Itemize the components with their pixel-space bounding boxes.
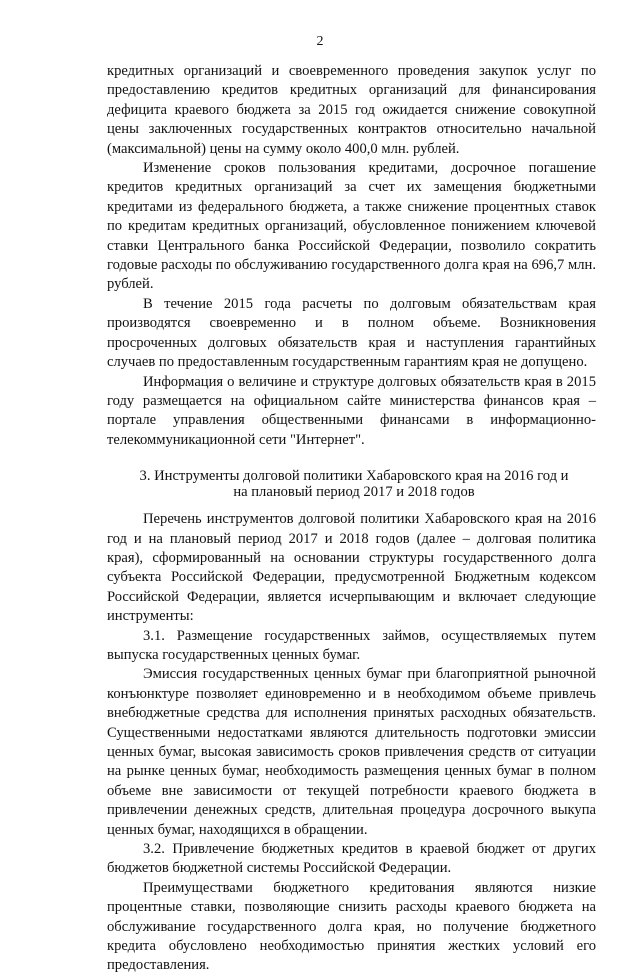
page-number: 2 — [316, 34, 324, 49]
paragraph-instruments-list: Перечень инструментов долговой политики Хабаровского края на 2016 год и на плановый период 2017 и 2018 годов (далее – долговая политика края), сформированный на основании структуры государственного долга субъекта Российской Федерации, предусмотренной Бюджетным кодексом Российской Федерации, является исчерпывающим и включает следующие инструменты: — [107, 511, 596, 625]
paragraph-securities-emission: Эмиссия государственных ценных бумаг при благоприятной рыночной конъюнктуре позволяет единовременно и в необходимом объеме привлечь внебюджетные средства для исполнения принятых расходных обязательств. Существенными недостатками являются длительность подготовки эмиссии ценных бумаг, высокая зависимость сроков привлечения средств от ситуации на рынке ценных бумаг, необходимость размещения ценных бумаг в полном объеме вне зависимости от текущей потребности краевого бюджета в привлечении денежных средств, длительная процедура досрочного выкупа ценных бумаг, находящихся в обращении. — [107, 666, 596, 838]
paragraph-credit-terms: Изменение сроков пользования кредитами, досрочное погашение кредитов кредитных организаций за счет их замещения бюджетными кредитами из федерального бюджета, а также снижение процентных ставок по кредитам кредитных организаций, обусловленное понижением ключевой ставки Центрального банка Российской Федерации, позволило сократить годовые расходы по обслуживанию государственного долга края на 696,7 млн. рублей. — [107, 160, 596, 293]
paragraph-item-3-1: 3.1. Размещение государственных займов, осуществляемых путем выпуска государственных ценных бумаг. — [107, 627, 596, 663]
paragraph-budget-credit-advantages: Преимуществами бюджетного кредитования являются низкие процентные ставки, позволяющие снизить расходы краевого бюджета на обслуживание государственного долга края, но получение бюджетного кредита обусловлено необходимостью принятия жестких условий его предоставления. — [107, 879, 596, 974]
paragraph-continuation: кредитных организаций и своевременного проведения закупок услуг по предоставлению кредитов кредитных организаций для финансирования дефицита краевого бюджета за 2015 год ожидается снижение совокупной цены заключенных государственных контрактов относительно начальной (максимальной) цены на сумму около 400,0 млн. рублей. — [107, 63, 596, 157]
document-body — [107, 62, 596, 976]
paragraph-item-3-2: 3.2. Привлечение бюджетных кредитов в краевой бюджет от других бюджетов бюджетной системы Российской Федерации. — [107, 841, 596, 877]
paragraph-debt-payments: В течение 2015 года расчеты по долговым обязательствам края производятся своевременно и в полном объеме. Возникновения просроченных долговых обязательств края и наступления гарантийных случаев по предоставленным государственным гарантиям края не допущено. — [107, 295, 596, 371]
section-heading: 3. Инструменты долговой политики Хабаровского края на 2016 год и на плановый период 2017 и 2018 годов — [139, 468, 569, 501]
paragraph-information-portal: Информация о величине и структуре долговых обязательств края в 2015 году размещается на официальном сайте министерства финансов края – портале управления общественными финансами в информационно-телекоммуникационной сети "Интернет". — [107, 373, 596, 448]
